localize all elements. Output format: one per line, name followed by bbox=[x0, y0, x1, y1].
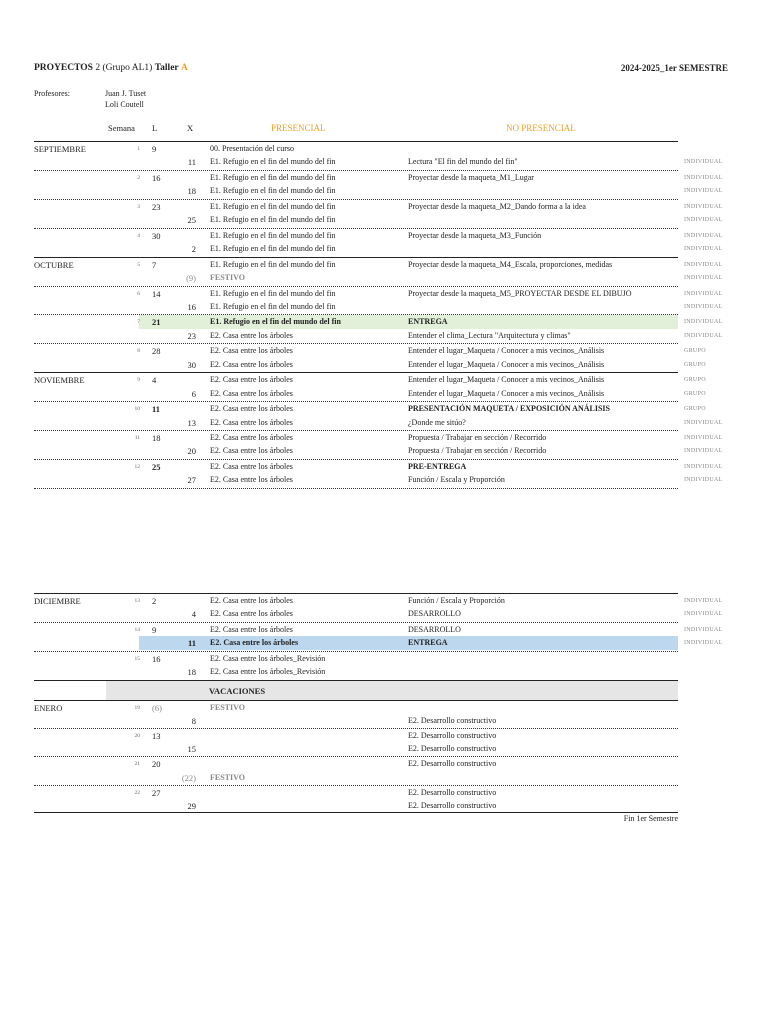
presencial-activity: E1. Refugio en el fin del mundo del fin bbox=[210, 201, 336, 211]
no-presencial-activity: Proyectar desde la maqueta_M1_Lugar bbox=[408, 172, 534, 182]
no-presencial-activity: ENTREGA bbox=[408, 317, 448, 327]
month-label: DICIEMBRE bbox=[34, 596, 81, 606]
miercoles-day: 25 bbox=[187, 215, 196, 226]
miercoles-day: 20 bbox=[187, 446, 196, 457]
table-row bbox=[34, 665, 678, 680]
lunes-day: 9 bbox=[152, 624, 157, 635]
page-title: PROYECTOS 2 (Grupo AL1) Taller A bbox=[34, 63, 188, 73]
presencial-activity: E2. Casa entre los árboles bbox=[210, 624, 293, 634]
no-presencial-activity: E2. Desarrollo constructivo bbox=[408, 744, 497, 754]
profesor-name: Juan J. Tuset bbox=[105, 89, 147, 98]
table-row bbox=[34, 314, 723, 330]
no-presencial-activity: Propuesta / Trabajar en sección / Recorrido bbox=[408, 446, 547, 456]
mode-badge: INDIVIDUAL bbox=[684, 611, 723, 618]
miercoles-day: 8 bbox=[191, 716, 196, 727]
footer-note: Fin 1er Semestre bbox=[623, 814, 678, 823]
no-presencial-activity: Entender el clima_Lectura "Arquitectura y climas" bbox=[408, 330, 571, 340]
no-presencial-activity: Entender el lugar_Maqueta / Conocer a mis vecinos_Análisis bbox=[408, 375, 605, 385]
mode-badge: INDIVIDUAL bbox=[684, 626, 723, 633]
no-presencial-activity: Función / Escala y Proporción bbox=[408, 596, 505, 605]
lunes-day: 9 bbox=[152, 144, 157, 154]
mode-badge: INDIVIDUAL bbox=[684, 174, 723, 181]
lunes-day: 16 bbox=[152, 653, 161, 664]
divider bbox=[34, 488, 678, 489]
table-row bbox=[34, 372, 706, 388]
lunes-day: 27 bbox=[152, 787, 161, 798]
presencial-activity: E2. Casa entre los árboles bbox=[210, 375, 293, 385]
lunes-day: 14 bbox=[152, 288, 161, 299]
mode-badge: INDIVIDUAL bbox=[684, 319, 723, 326]
presencial-activity: FESTIVO bbox=[210, 273, 245, 283]
lunes-day: 7 bbox=[152, 259, 157, 270]
presencial-activity: E2. Casa entre los árboles bbox=[210, 446, 293, 456]
table-row bbox=[34, 358, 706, 373]
lunes-day: 21 bbox=[152, 317, 161, 328]
presencial-activity: E2. Casa entre los árboles bbox=[210, 596, 293, 605]
no-presencial-activity: E2. Desarrollo constructivo bbox=[408, 800, 497, 810]
week-number: 11 bbox=[134, 435, 140, 441]
mode-badge: INDIVIDUAL bbox=[684, 217, 723, 224]
miercoles-day: 6 bbox=[191, 388, 196, 399]
no-presencial-activity: Proyectar desde la maqueta_M2_Dando forma a la idea bbox=[408, 201, 586, 211]
miercoles-day: 16 bbox=[187, 301, 196, 312]
presencial-activity: E1. Refugio en el fin del mundo del fin bbox=[210, 215, 336, 225]
table-row bbox=[34, 213, 723, 228]
no-presencial-activity: Proyectar desde la maqueta_M3_Función bbox=[408, 230, 542, 240]
table-row bbox=[34, 184, 723, 199]
no-presencial-activity: Entender el lugar_Maqueta / Conocer a mis vecinos_Análisis bbox=[408, 359, 605, 369]
presencial-activity: E2. Casa entre los árboles bbox=[210, 417, 293, 427]
mode-badge: INDIVIDUAL bbox=[684, 303, 723, 310]
week-number: 14 bbox=[134, 626, 140, 633]
mode-badge: INDIVIDUAL bbox=[684, 332, 723, 339]
presencial-activity: E2. Casa entre los árboles bbox=[210, 433, 293, 442]
col-x: X bbox=[187, 123, 194, 133]
table-row bbox=[34, 473, 723, 488]
week-number: 21 bbox=[134, 761, 140, 768]
mode-badge: INDIVIDUAL bbox=[684, 598, 723, 604]
no-presencial-activity: PRESENTACIÓN MAQUETA / EXPOSICIÓN ANÁLISIS bbox=[408, 404, 610, 414]
week-number: 22 bbox=[134, 789, 140, 796]
table-row bbox=[34, 401, 706, 417]
presencial-activity: E1. Refugio en el fin del mundo del fin bbox=[210, 301, 336, 311]
table-row bbox=[34, 141, 678, 157]
presencial-activity: E2. Casa entre los árboles bbox=[210, 346, 293, 356]
miercoles-day: 11 bbox=[187, 638, 196, 649]
table-row bbox=[34, 651, 678, 667]
no-presencial-activity: E2. Desarrollo constructivo bbox=[408, 731, 497, 741]
table-row bbox=[34, 329, 723, 344]
mode-badge: INDIVIDUAL bbox=[684, 203, 723, 210]
table-row bbox=[34, 742, 678, 757]
table-row bbox=[34, 444, 723, 459]
table-row bbox=[34, 622, 723, 638]
table-row bbox=[34, 343, 706, 359]
week-number: 20 bbox=[134, 733, 140, 740]
mode-badge: INDIVIDUAL bbox=[684, 435, 723, 441]
week-number: 12 bbox=[134, 463, 140, 470]
miercoles-day: (9) bbox=[186, 273, 196, 284]
miercoles-day: (22) bbox=[181, 772, 196, 783]
no-presencial-activity: E2. Desarrollo constructivo bbox=[408, 716, 497, 726]
table-row bbox=[34, 271, 723, 286]
profesores-label: Profesores: bbox=[34, 89, 70, 98]
week-number: 10 bbox=[134, 406, 140, 413]
no-presencial-activity: Lectura "El fin del mundo del fin" bbox=[408, 157, 518, 167]
miercoles-day: 2 bbox=[191, 244, 196, 255]
mode-badge: INDIVIDUAL bbox=[684, 290, 723, 297]
mode-badge: INDIVIDUAL bbox=[684, 477, 723, 484]
lunes-day: 4 bbox=[152, 375, 157, 386]
table-row bbox=[34, 242, 723, 257]
mode-badge: INDIVIDUAL bbox=[684, 246, 723, 253]
mode-badge: INDIVIDUAL bbox=[684, 188, 723, 195]
mode-badge: INDIVIDUAL bbox=[684, 232, 723, 239]
table-row bbox=[34, 714, 678, 729]
week-number: 8 bbox=[137, 348, 140, 355]
table-row bbox=[34, 430, 723, 446]
week-number: 15 bbox=[134, 655, 140, 662]
table-row bbox=[34, 155, 723, 170]
month-label: SEPTIEMBRE bbox=[34, 144, 86, 154]
week-number: 7 bbox=[137, 319, 140, 326]
lunes-day: 23 bbox=[152, 201, 161, 212]
mode-badge: INDIVIDUAL bbox=[684, 419, 723, 426]
no-presencial-activity: Proyectar desde la maqueta_M4_Escala, proporciones, medidas bbox=[408, 259, 613, 269]
no-presencial-activity: Proyectar desde la maqueta_M5_PROYECTAR DESDE EL DIBUJO bbox=[408, 288, 632, 298]
presencial-activity: E2. Casa entre los árboles bbox=[210, 388, 293, 398]
week-number: 9 bbox=[137, 377, 140, 384]
miercoles-day: 13 bbox=[187, 417, 196, 428]
profesor-name: Loli Coutell bbox=[105, 100, 144, 109]
col-semana: Semana bbox=[108, 123, 135, 133]
no-presencial-activity: E2. Desarrollo constructivo bbox=[408, 787, 497, 797]
presencial-activity: E2. Casa entre los árboles bbox=[210, 359, 293, 369]
table-row bbox=[34, 257, 723, 273]
presencial-activity: E1. Refugio en el fin del mundo del fin bbox=[210, 157, 336, 167]
miercoles-day: 27 bbox=[187, 475, 196, 486]
no-presencial-activity: DESARROLLO bbox=[408, 624, 461, 634]
presencial-activity: E2. Casa entre los árboles bbox=[210, 404, 293, 414]
lunes-day: (6) bbox=[152, 703, 162, 713]
mode-badge: INDIVIDUAL bbox=[684, 448, 723, 455]
table-row bbox=[34, 286, 723, 302]
week-number: 6 bbox=[137, 290, 140, 297]
mode-badge: INDIVIDUAL bbox=[684, 463, 723, 470]
mode-badge: GRUPO bbox=[684, 377, 706, 384]
table-row bbox=[34, 199, 723, 215]
mode-badge: INDIVIDUAL bbox=[684, 640, 723, 647]
col-no-presencial: NO PRESENCIAL bbox=[506, 123, 576, 133]
presencial-activity: E1. Refugio en el fin del mundo del fin bbox=[210, 186, 336, 196]
lunes-day: 2 bbox=[152, 596, 157, 606]
table-row bbox=[34, 593, 723, 609]
vacaciones-label: VACACIONES bbox=[209, 686, 266, 696]
semester-label: 2024-2025_1er SEMESTRE bbox=[620, 63, 728, 73]
week-number: 13 bbox=[134, 598, 140, 604]
table-row bbox=[34, 228, 723, 244]
week-number: 19 bbox=[134, 705, 140, 711]
presencial-activity: E1. Refugio en el fin del mundo del fin bbox=[210, 259, 336, 269]
no-presencial-activity: DESARROLLO bbox=[408, 609, 461, 619]
lunes-day: 18 bbox=[152, 433, 161, 443]
miercoles-day: 29 bbox=[187, 800, 196, 811]
miercoles-day: 15 bbox=[187, 744, 196, 755]
miercoles-day: 23 bbox=[187, 330, 196, 341]
month-label: NOVIEMBRE bbox=[34, 375, 85, 386]
table-row bbox=[34, 459, 723, 475]
presencial-activity: FESTIVO bbox=[210, 772, 245, 782]
presencial-activity: E2. Casa entre los árboles bbox=[210, 609, 293, 619]
mode-badge: GRUPO bbox=[684, 406, 706, 413]
mode-badge: INDIVIDUAL bbox=[684, 159, 723, 166]
mode-badge: GRUPO bbox=[684, 361, 706, 368]
miercoles-day: 4 bbox=[191, 609, 196, 620]
table-row bbox=[34, 300, 723, 315]
no-presencial-activity: Propuesta / Trabajar en sección / Recorrido bbox=[408, 433, 547, 442]
no-presencial-activity: PRE-ENTREGA bbox=[408, 461, 467, 471]
week-number: 2 bbox=[137, 174, 140, 181]
col-presencial: PRESENCIAL bbox=[271, 123, 326, 133]
table-row bbox=[34, 636, 723, 651]
week-number: 4 bbox=[137, 232, 140, 239]
presencial-activity: E2. Casa entre los árboles bbox=[210, 475, 293, 485]
col-l: L bbox=[152, 123, 158, 133]
month-label: OCTUBRE bbox=[34, 259, 74, 270]
lunes-day: 30 bbox=[152, 230, 161, 241]
presencial-activity: E2. Casa entre los árboles bbox=[210, 461, 293, 471]
presencial-activity: E1. Refugio en el fin del mundo del fin bbox=[210, 230, 336, 240]
table-row bbox=[34, 799, 678, 814]
presencial-activity: FESTIVO bbox=[210, 703, 245, 712]
mode-badge: INDIVIDUAL bbox=[684, 261, 723, 268]
miercoles-day: 30 bbox=[187, 359, 196, 370]
presencial-activity: E1. Refugio en el fin del mundo del fin bbox=[210, 317, 341, 327]
lunes-day: 16 bbox=[152, 172, 161, 183]
month-label: ENERO bbox=[34, 703, 63, 713]
lunes-day: 11 bbox=[152, 404, 161, 415]
miercoles-day: 11 bbox=[187, 157, 196, 168]
no-presencial-activity: Entender el lugar_Maqueta / Conocer a mis vecinos_Análisis bbox=[408, 346, 605, 356]
presencial-activity: E2. Casa entre los árboles_Revisión bbox=[210, 653, 326, 663]
week-number: 1 bbox=[137, 146, 140, 152]
presencial-activity: E2. Casa entre los árboles bbox=[210, 330, 293, 340]
no-presencial-activity: E2. Desarrollo constructivo bbox=[408, 759, 497, 769]
miercoles-day: 18 bbox=[187, 667, 196, 677]
lunes-day: 13 bbox=[152, 731, 161, 742]
no-presencial-activity: ENTREGA bbox=[408, 638, 448, 648]
mode-badge: GRUPO bbox=[684, 348, 706, 355]
presencial-activity: E1. Refugio en el fin del mundo del fin bbox=[210, 244, 336, 254]
table-row bbox=[34, 607, 723, 622]
lunes-day: 28 bbox=[152, 346, 161, 357]
presencial-activity: E1. Refugio en el fin del mundo del fin bbox=[210, 288, 336, 298]
presencial-activity: E1. Refugio en el fin del mundo del fin bbox=[210, 172, 336, 182]
mode-badge: INDIVIDUAL bbox=[684, 275, 723, 282]
no-presencial-activity: ¿Donde me sitúo? bbox=[408, 417, 466, 427]
week-number: 5 bbox=[137, 261, 140, 268]
table-row bbox=[34, 387, 706, 402]
mode-badge: GRUPO bbox=[684, 390, 706, 397]
presencial-activity: 00. Presentación del curso bbox=[210, 144, 294, 153]
lunes-day: 25 bbox=[152, 461, 161, 472]
no-presencial-activity: Función / Escala y Proporción bbox=[408, 475, 505, 485]
presencial-activity: E2. Casa entre los árboles_Revisión bbox=[210, 667, 326, 676]
no-presencial-activity: Entender el lugar_Maqueta / Conocer a mis vecinos_Análisis bbox=[408, 388, 605, 398]
miercoles-day: 18 bbox=[187, 186, 196, 197]
table-row bbox=[34, 170, 723, 186]
table-bottom-rule bbox=[34, 812, 678, 813]
table-row bbox=[34, 416, 723, 431]
presencial-activity: E2. Casa entre los árboles bbox=[210, 638, 299, 648]
table-row bbox=[34, 771, 678, 786]
week-number: 3 bbox=[137, 203, 140, 210]
lunes-day: 20 bbox=[152, 759, 161, 770]
